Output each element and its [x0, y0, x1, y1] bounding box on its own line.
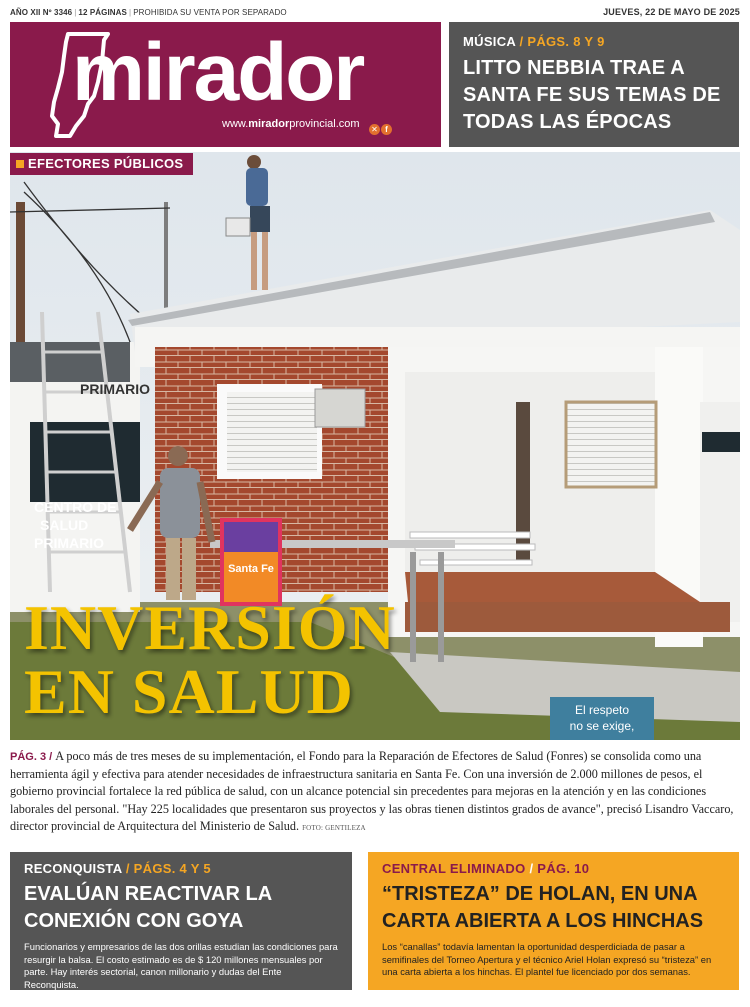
svg-text:El respeto: El respeto [574, 703, 630, 717]
masthead [10, 22, 441, 147]
issue-date: JUEVES, 22 DE MAYO DE 2025 [603, 7, 740, 17]
respect-sign [550, 697, 654, 740]
top-story-title: LITTO NEBBIA TRAE A SANTA FE SUS TEMAS DE TODAS LAS ÉPOCAS [463, 57, 721, 133]
central-title: “TRISTEZA” DE HOLAN, EN UNA CARTA ABIERTA A LOS HINCHAS [382, 883, 704, 932]
top-story-kicker: MÚSICA / PÁGS. 8 Y 9 [463, 34, 605, 49]
lead-paragraph: PÁG. 3 / A poco más de tres meses de su implementación, el Fondo para la Reparación de Efectores de Salud (Fonres) se consolida como una herramienta ágil y efectiva para atender necesidades de infraestructura sanitaria en Santa Fe. Con una inversión de 2.000 millones de pesos, el gobierno provincial fortalece la red pública de salud, con un alcance potencial sin precedentes para mejoras en la atención y en las condiciones laborales del personal. "Hay 225 localidades que presentaron sus proyectos y las obras tienen distintos grados de avance", precisó Lisandro Vaccaro, director provincial de Arquitectura del Ministerio de Salud. FOTO: GENTILEZA [10, 749, 734, 833]
edition-info: AÑO XII Nº 3346 | 12 PÁGINAS | PROHIBIDA SU VENTA POR SEPARADO [10, 8, 287, 17]
main-headline [24, 592, 396, 727]
social-links [369, 119, 393, 137]
top-story-pages: PÁGS. 8 Y 9 [527, 34, 605, 49]
sale-notice: PROHIBIDA SU VENTA POR SEPARADO [133, 8, 287, 17]
x-icon[interactable]: ✕ [369, 124, 380, 135]
central-story-box[interactable] [368, 852, 739, 990]
website-url[interactable]: www.miradorprovincial.com [222, 118, 360, 130]
newspaper-logo: mirador [72, 27, 364, 118]
photo-credit: FOTO: GENTILEZA [302, 823, 366, 832]
headline-line-2: EN SALUD [24, 656, 354, 727]
section-tag: EFECTORES PÚBLICOS [10, 153, 193, 175]
page-count: 12 PÁGINAS [78, 8, 127, 17]
section-square-icon [16, 160, 24, 168]
reconquista-title: EVALÚAN REACTIVAR LA CONEXIÓN CON GOYA [24, 883, 272, 932]
lead-text: A poco más de tres meses de su implementación, el Fondo para la Reparación de Efectores de Salud (Fonres) se consolida como una herramienta ágil y efectiva para atender necesidades de infraestructura sanitaria en Santa Fe. Con una inversión de 2.000 millones de pesos, el gobierno provincial fortalece la red pública de salud, con un alcance potencial sin precedentes para mejoras en la atención y en las condiciones laborales del personal. "Hay 225 localidades que presentaron sus proyectos y las obras tienen distintos grados de avance", precisó Lisandro Vaccaro, director provincial de Arquitectura del Ministerio de Salud. [10, 749, 734, 833]
reconquista-kicker: RECONQUISTA / PÁGS. 4 Y 5 [24, 861, 211, 876]
edition-number: AÑO XII Nº 3346 [10, 8, 73, 17]
svg-text:no se exige,: no se exige, [569, 719, 635, 733]
facebook-icon[interactable]: f [381, 124, 392, 135]
svg-text:PRIMARIO: PRIMARIO [34, 535, 104, 551]
top-story-box[interactable] [449, 22, 739, 147]
lead-page-ref[interactable]: PÁG. 3 [10, 751, 47, 763]
reconquista-story-box[interactable] [10, 852, 352, 990]
reconquista-body: Funcionarios y empresarios de las dos orillas estudian las condiciones para resurgir la balsa. El costo estimado es de $ 120 millones mensuales por parte. Hay interés sectorial, canon millonario y dudas del Ente Reconquista. [24, 941, 338, 990]
svg-text:PRIMARIO: PRIMARIO [80, 381, 150, 397]
svg-text:SALUD: SALUD [40, 517, 89, 533]
central-body: Los “canallas” todavía lamentan la oportunidad desperdiciada de pasar a semifinales del Torneo Apertura y el técnico Ariel Holan expresó su “tristeza” en una carta abierta a los hinchas. El plantel fue licenciado por dos semanas. [382, 941, 712, 977]
headline-line-1: INVERSIÓN [24, 592, 396, 663]
svg-text:CENTRO DE: CENTRO DE [34, 499, 117, 515]
board-text: Santa Fe [228, 563, 274, 575]
top-bar [10, 6, 740, 20]
central-kicker: CENTRAL ELIMINADO / PÁG. 10 [382, 861, 590, 876]
